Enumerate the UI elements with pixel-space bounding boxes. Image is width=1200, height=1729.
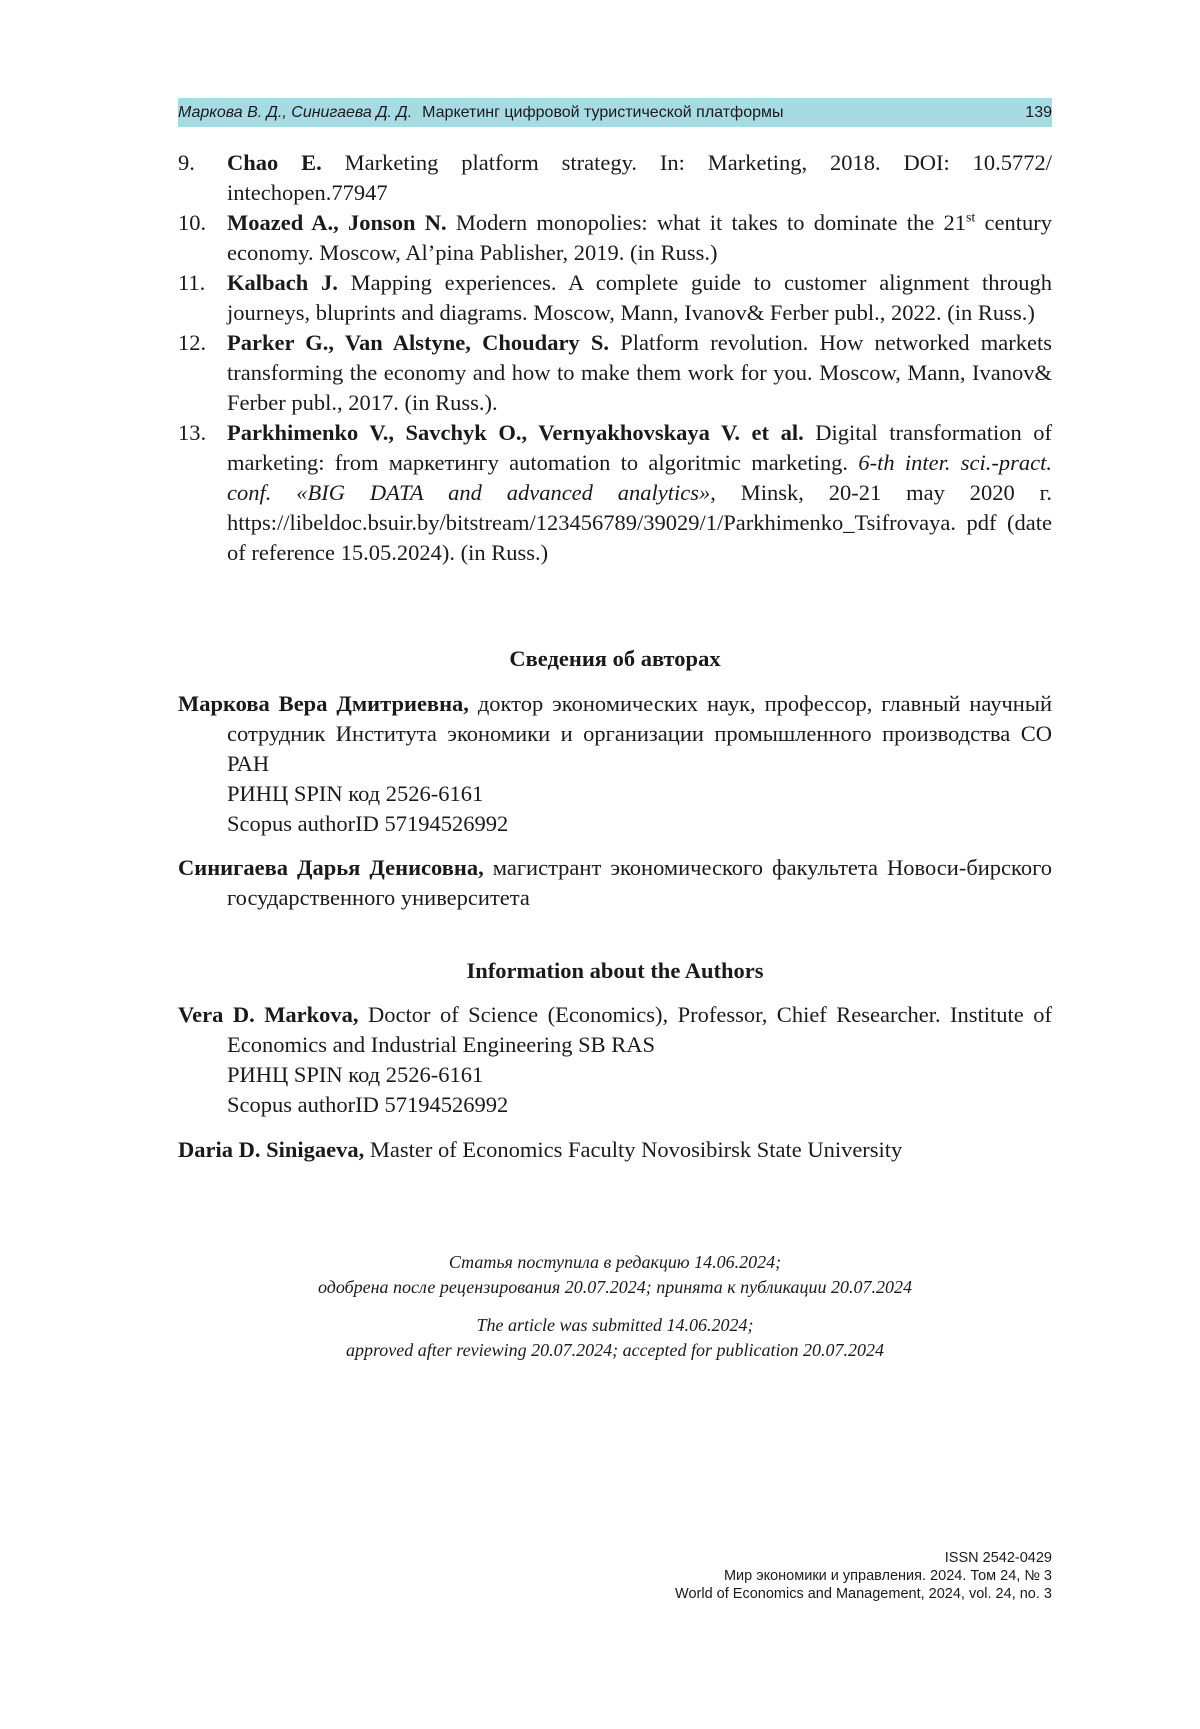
author-name: Синигаева Дарья Денисовна, <box>178 855 484 880</box>
reference-item <box>178 208 1052 268</box>
article-history-ru <box>178 1250 1052 1300</box>
reference-item <box>178 268 1052 328</box>
reference-authors: Parker G., Van Alstyne, Choudary S. <box>227 330 610 355</box>
footer-journal-ru: Мир экономики и управления. 2024. Том 24, № 3 <box>723 1568 1052 1584</box>
reference-item <box>178 328 1052 418</box>
author-scopus: Scopus authorID 57194526992 <box>227 811 509 836</box>
history-submitted-en: The article was submitted 14.06.2024; <box>476 1315 754 1335</box>
author-scopus: Scopus authorID 57194526992 <box>227 1092 509 1117</box>
reference-number: 10. <box>178 210 207 235</box>
reference-authors: Kalbach J. <box>227 270 338 295</box>
reference-superscript: st <box>965 210 976 226</box>
reference-number: 11. <box>178 270 206 295</box>
author-rinc: РИНЦ SPIN код 2526-6161 <box>227 781 484 806</box>
page-number: 139 <box>1025 104 1052 121</box>
author-name: Маркова Вера Дмитриевна, <box>178 691 469 716</box>
footer-journal-en: World of Economics and Management, 2024, vol. 24, no. 3 <box>675 1586 1052 1602</box>
reference-authors: Moazed A., Jonson N. <box>227 210 447 235</box>
reference-item <box>178 148 1052 208</box>
reference-text: Digital transformation of marketing: from маркетингу automation to algoritmic marketing. <box>227 420 1052 475</box>
reference-list <box>178 148 1052 568</box>
history-approved-ru: одобрена после рецензирования 20.07.2024; принята к публикации 20.07.2024 <box>317 1277 913 1297</box>
author-name: Vera D. Markova, <box>178 1002 359 1027</box>
reference-number: 12. <box>178 330 207 355</box>
author-description: Doctor of Science (Economics), Professor, Chief Researcher. Institute of Economics and Industrial Engineering SB RAS <box>227 1002 1052 1057</box>
author-description: доктор экономических наук, профессор, главный научный сотрудник Института экономики и организации промышленного производства СО РАН <box>227 691 1052 776</box>
header-article-title: Маркетинг цифровой туристической платформы <box>422 104 784 121</box>
authors-heading-en: Information about the Authors <box>466 958 764 983</box>
reference-authors: Chao E. <box>227 150 322 175</box>
author-entry-ru <box>178 853 1052 913</box>
reference-conference: 6-th inter. sci.-pract. conf. «BIG DATA and advanced analytics» <box>227 450 1052 505</box>
article-history-en <box>178 1313 1052 1363</box>
reference-text-continued: , Minsk, 20-21 may 2020 г. https://libeldoc.bsuir.by/bitstream/123456789/39029/1/Parkhimenko_Tsifrovaya. pdf (date of reference 15.05.2024). (in Russ.) <box>227 480 1052 565</box>
history-approved-en: approved after reviewing 20.07.2024; accepted for publication 20.07.2024 <box>345 1340 885 1360</box>
authors-heading-ru: Сведения об авторах <box>509 646 721 671</box>
reference-text-continued: century economy. Moscow, Al’pina Pablisher, 2019. (in Russ.) <box>227 210 1053 265</box>
reference-number: 9. <box>178 150 195 175</box>
author-entry-en <box>178 1135 1052 1165</box>
reference-text: Modern monopolies: what it takes to dominate the 21 <box>446 210 966 235</box>
author-name: Daria D. Sinigaeva, <box>178 1137 365 1162</box>
author-description: магистрант экономического факультета Новоси-бирского государственного университета <box>227 855 1052 910</box>
header-authors: Маркова В. Д., Синигаева Д. Д. <box>178 104 413 121</box>
reference-text: Marketing platform strategy. In: Marketing, 2018. DOI: 10.5772/ intechopen.77947 <box>227 150 1052 205</box>
reference-authors: Parkhimenko V., Savchyk O., Vernyakhovskaya V. et al. <box>227 420 804 445</box>
reference-number: 13. <box>178 420 207 445</box>
footer-issn: ISSN 2542-0429 <box>944 1550 1052 1566</box>
journal-footer <box>675 1549 1052 1603</box>
author-rinc: РИНЦ SPIN код 2526-6161 <box>227 1062 484 1087</box>
author-description: Master of Economics Faculty Novosibirsk State University <box>364 1137 903 1162</box>
reference-item <box>178 418 1052 568</box>
reference-text: Platform revolution. How networked markets transforming the economy and how to make them work for you. Moscow, Mann, Ivanov& Ferber publ., 2017. (in Russ.). <box>227 330 1052 415</box>
author-entry-ru <box>178 689 1052 839</box>
author-entry-en <box>178 1000 1052 1120</box>
reference-text: Mapping experiences. A complete guide to customer alignment through journeys, bluprints and diagrams. Moscow, Mann, Ivanov& Ferber publ., 2022. (in Russ.) <box>227 270 1052 325</box>
history-submitted-ru: Статья поступила в редакцию 14.06.2024; <box>448 1252 782 1272</box>
running-header <box>178 98 1052 127</box>
